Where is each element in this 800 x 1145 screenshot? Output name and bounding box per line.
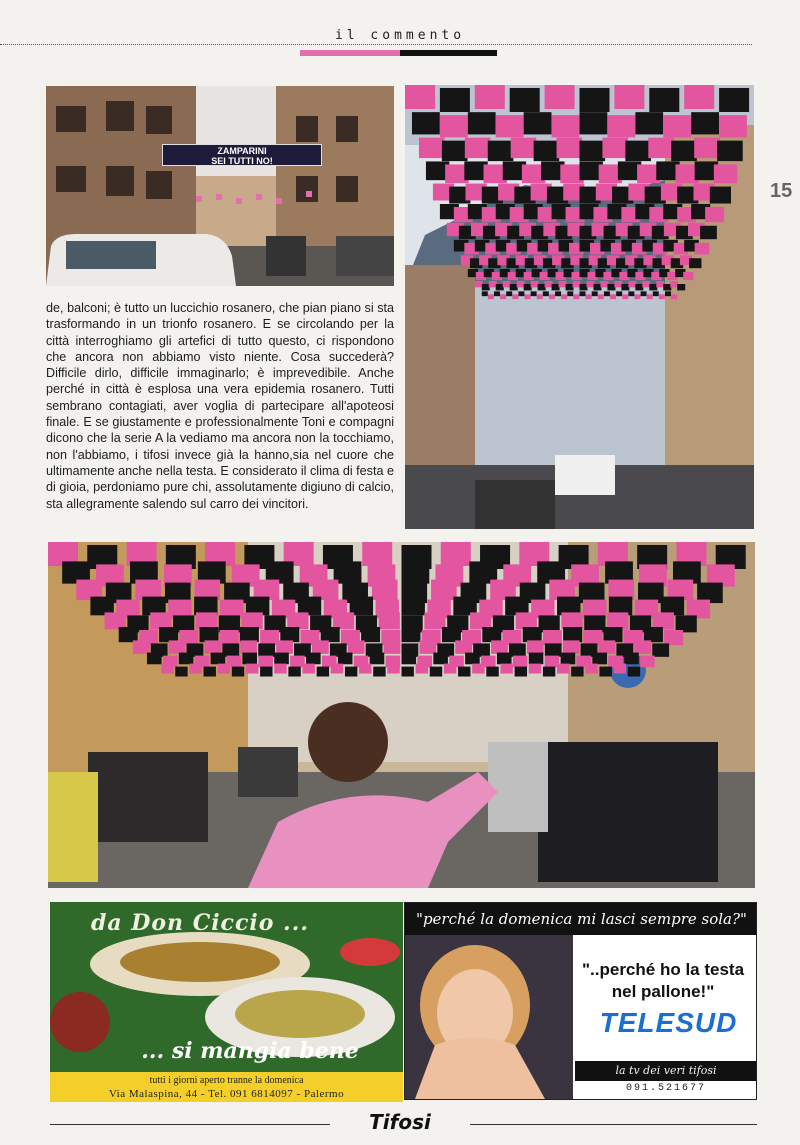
bunting-flag (433, 653, 448, 665)
bunting-flag (561, 612, 582, 629)
bunting-flag (161, 664, 173, 674)
bunting-flag (317, 667, 329, 677)
bunting-flag (599, 667, 611, 677)
bunting-flag (607, 115, 635, 137)
bunting-flag (370, 653, 385, 665)
bunting-flag (585, 664, 597, 674)
bunting-flag (694, 138, 720, 158)
bunting-flag (614, 281, 622, 287)
bunting-flag (571, 667, 583, 677)
bunting-flag (321, 627, 340, 642)
bunting-flag (616, 291, 622, 296)
bunting-flag (169, 640, 186, 653)
bunting-flag (677, 284, 685, 290)
bunting-flag (653, 291, 659, 296)
header-bar-pink (300, 50, 400, 56)
bunting-flag (424, 612, 445, 629)
bunting-flag (563, 627, 582, 642)
bunting-flag (539, 615, 560, 632)
bunting-flag (506, 291, 512, 296)
bunting-flag (419, 640, 436, 653)
bunting-flag (621, 284, 629, 290)
bunting-flag (503, 281, 511, 287)
bunting-flag (419, 138, 445, 158)
bunting-flag (518, 291, 524, 296)
bunting-flag (516, 612, 537, 629)
bunting-flag (640, 656, 655, 668)
bunting-flag (604, 291, 610, 296)
bunting-flag (580, 88, 610, 112)
bunting-flag (586, 281, 594, 287)
bunting-flag (402, 653, 417, 665)
footer-rule-left (50, 1124, 330, 1125)
bunting-flag (372, 580, 398, 600)
bunting-flag (488, 141, 514, 161)
ad-telesud-quote: "..perché ho la testa nel pallone!" (581, 960, 745, 1001)
bunting-flag (189, 664, 201, 674)
bunting-flag (584, 615, 605, 632)
bunting-flag (468, 112, 496, 134)
bunting-flag (566, 284, 574, 290)
bunting-flag (147, 653, 162, 665)
bunting-flag (497, 653, 512, 665)
bunting-flag (472, 664, 484, 674)
bunting-flag (545, 85, 575, 109)
bunting-flag (710, 187, 731, 204)
bunting-flag (573, 294, 579, 299)
bunting-flag (416, 664, 428, 674)
bunting-flag (649, 284, 657, 290)
bunting-flag (260, 667, 272, 677)
bunting-flag (656, 281, 664, 287)
bunting-flag (442, 141, 468, 161)
bunting-flag (496, 284, 504, 290)
bunting-flag (593, 284, 601, 290)
bunting-flag (614, 664, 626, 674)
bunting-flag (691, 112, 719, 134)
article-body: de, balconi; è tutto un luccichio rosanero, che pian piano si sta trasformando in un trionfo rosanero. E se circolando per la città interroghiamo gli artefici di tutto questo, ci rispondono che ancora non abbiamo visto niente. Cosa succederà? Difficile dirlo, difficile immaginarlo; è imprevedibile. Anche perché in città è esplosa una vera epidemia rosanero. Tutti sembrano contagiati, aver voglia di partecipare all'apoteosi finale. E se giustamente e professionalmente Toni e compagni dicono che la serie A la vediamo ma ancora non la tocchiamo, non l'abbiamo, i tifosi invece già la hanno,sia nel cuore che ultimamente anche nella testa. E considerato il clima di festa e di gioia, perdoniamo pure chi, assolutamente digiuno di calcio, sta allegramente salendo sul carro dei vincitori. (46, 301, 394, 511)
telesud-logo-sud: SUD (675, 1007, 738, 1038)
bunting-flag (442, 627, 461, 642)
photo-street-bunting-vertical (405, 85, 754, 529)
bunting-flag (664, 630, 683, 645)
bunting-flag (634, 640, 651, 653)
bunting-flag (635, 112, 663, 134)
bunting-flag (338, 653, 353, 665)
bunting-flag (470, 612, 491, 629)
bunting-flag (610, 294, 616, 299)
bunting-flag (684, 85, 714, 109)
bunting-flag (288, 667, 300, 677)
bunting-flag (242, 653, 257, 665)
footer-rule-right (470, 1124, 757, 1125)
bunting-flag (331, 664, 343, 674)
bunting-flag (119, 627, 138, 642)
bunting-flag (561, 653, 576, 665)
ad-restaurant-title: da Don Ciccio ... (90, 910, 310, 936)
bunting-flag (204, 667, 216, 677)
bunting-flag (482, 284, 490, 290)
bunting-flag (280, 627, 299, 642)
bunting-flag (303, 664, 315, 674)
bunting-flag (671, 141, 697, 161)
bunting-flag (525, 294, 531, 299)
bunting-flag (373, 667, 385, 677)
bunting-flag (276, 640, 293, 653)
bunting-flag (105, 612, 126, 629)
bunting-flag (402, 597, 425, 616)
bunting-flag (676, 615, 697, 632)
bunting-flag (444, 664, 456, 674)
bunting-flag (204, 640, 221, 653)
bunting-flag (387, 664, 399, 674)
bunting-flag (604, 627, 623, 642)
bunting-flag (705, 207, 724, 222)
ad-restaurant-slogan: ... si mangia bene (141, 1038, 359, 1064)
bunting-flag (538, 284, 546, 290)
bunting-flag (529, 664, 541, 674)
bunting-flag (441, 542, 471, 566)
bunting-flag (717, 141, 743, 161)
bunting-flag (512, 294, 518, 299)
bunting-flag (628, 667, 640, 677)
bunting-flag (642, 281, 650, 287)
bunting-flag (580, 141, 606, 161)
bunting-flag (240, 640, 257, 653)
section-title: il commento (334, 28, 466, 43)
bunting-flag (628, 281, 636, 287)
bunting-flag (663, 284, 671, 290)
bunting-flag (455, 640, 472, 653)
header-divider (0, 44, 752, 45)
bunting-flag (211, 653, 226, 665)
bunting-flag (412, 112, 440, 134)
bunting-flag (527, 640, 544, 653)
bunting-flag (361, 627, 380, 642)
ad-telesud-tagline: la tv dei veri tifosi (575, 1061, 757, 1081)
bunting-flag (625, 141, 651, 161)
bunting-flag (552, 115, 580, 137)
bunting-flag (647, 294, 653, 299)
bunting-flag (510, 284, 518, 290)
bunting-flag (649, 88, 679, 112)
bunting-flag (659, 294, 665, 299)
bunting-flag (402, 561, 430, 583)
bunting-flag (552, 284, 560, 290)
bunting-flag (465, 138, 491, 158)
bunting-flag (714, 164, 737, 183)
bunting-flag (580, 112, 608, 134)
bunting-flag (663, 115, 691, 137)
bunting-flag (511, 138, 537, 158)
bunting-flag (695, 243, 710, 255)
bunting-flag (689, 258, 701, 268)
bunting-flag (246, 664, 258, 674)
bunting-flag (592, 653, 607, 665)
bunting-flag (218, 664, 230, 674)
protest-banner: ZAMPARINI SEI TUTTI NO! (162, 144, 322, 166)
bunting-flag (648, 138, 674, 158)
bunting-flag (359, 664, 371, 674)
bunting-flag (600, 281, 608, 287)
bunting-flag (561, 294, 567, 299)
bunting-flag (510, 88, 540, 112)
bunting-flag (274, 653, 289, 665)
bunting-flag (200, 627, 219, 642)
bunting-flag (150, 612, 171, 629)
bunting-flag (653, 612, 674, 629)
bunting-flag (274, 664, 286, 674)
bunting-flag (196, 612, 217, 629)
bunting-flag (524, 112, 552, 134)
bunting-flag (559, 281, 567, 287)
bunting-flag (523, 627, 542, 642)
bunting-flag (586, 294, 592, 299)
bunting-flag (159, 627, 178, 642)
bunting-flag (563, 640, 580, 653)
bunting-flag (598, 294, 604, 299)
bunting-flag (440, 88, 470, 112)
bunting-flag (652, 643, 669, 656)
bunting-flag (635, 284, 643, 290)
bunting-flag (543, 667, 555, 677)
telesud-logo (581, 1007, 756, 1039)
bunting-flag (580, 291, 586, 296)
bunting-flag (543, 291, 549, 296)
bunting-flag (531, 291, 537, 296)
bunting-flag (537, 294, 543, 299)
bunting-flag (430, 667, 442, 677)
header-bar-black (400, 50, 497, 56)
bunting-flag (592, 291, 598, 296)
bunting-flag (545, 281, 553, 287)
magazine-logo: Tifosi (332, 1110, 468, 1134)
bunting-flag (258, 656, 273, 668)
bunting-flag (573, 281, 581, 287)
bunting-flag (624, 653, 639, 665)
bunting-flag (607, 612, 628, 629)
bunting-flag (634, 294, 640, 299)
bunting-flag (607, 284, 615, 290)
bunting-flag (242, 612, 263, 629)
bunting-flag (671, 294, 677, 299)
bunting-flag (545, 643, 562, 656)
bunting-flag (465, 653, 480, 665)
bunting-flag (517, 281, 525, 287)
bunting-flag (179, 653, 194, 665)
bunting-flag (384, 640, 401, 653)
bunting-flag (513, 656, 528, 668)
bunting-flag (670, 281, 678, 287)
photo-street-bunting-boy (48, 542, 755, 888)
ad-restaurant-hours: tutti i giorni aperto tranne la domenica (149, 1075, 304, 1086)
bunting-flag (531, 281, 539, 287)
ad-restaurant (50, 902, 403, 1100)
bunting-flag (220, 630, 239, 645)
ad-restaurant-address: Via Malaspina, 44 - Tel. 091 6814097 - Palermo (108, 1088, 345, 1100)
bunting-flag (405, 85, 435, 109)
bunting-flag (402, 667, 414, 677)
bunting-flag (431, 580, 457, 600)
bunting-flag (543, 630, 562, 645)
bunting-flag (515, 667, 527, 677)
bunting-flag (175, 667, 187, 677)
bunting-flag (482, 291, 488, 296)
bunting-flag (719, 115, 747, 137)
bunting-flag (488, 294, 494, 299)
bunting-flag (599, 640, 616, 653)
bunting-flag (287, 612, 308, 629)
woman-portrait-image (405, 935, 573, 1099)
bunting-flag (719, 88, 749, 112)
telesud-logo-tele: TELE (599, 1007, 676, 1038)
bunting-flag (458, 667, 470, 677)
ad-telesud-phone: 091.521677 (625, 1083, 706, 1094)
bunting-flag (258, 643, 275, 656)
bunting-flag (641, 291, 647, 296)
ad-telesud (404, 902, 757, 1100)
bunting-flag (628, 291, 634, 296)
bunting-flag (345, 667, 357, 677)
bunting-flag (524, 284, 532, 290)
bunting-flag (232, 667, 244, 677)
bunting-flag (700, 226, 717, 239)
photo-street-balconies (46, 86, 394, 286)
bunting-flag (133, 640, 150, 653)
bunting-flag (500, 294, 506, 299)
bunting-flag (475, 281, 483, 287)
bunting-flag (644, 627, 663, 642)
bunting-flag (614, 85, 644, 109)
bunting-flag (529, 653, 544, 665)
bunting-flag (219, 615, 240, 632)
bunting-flag (534, 141, 560, 161)
bunting-flag (496, 115, 524, 137)
bunting-flag (557, 138, 583, 158)
bunting-flag (475, 85, 505, 109)
page-number: 15 (770, 180, 793, 202)
bunting-flag (482, 627, 501, 642)
bunting-flag (440, 115, 468, 137)
bunting-flag (240, 627, 259, 642)
ad-restaurant-footer (50, 1072, 403, 1102)
bunting-flag (567, 291, 573, 296)
bunting-flag (683, 272, 693, 280)
bunting-flag (486, 667, 498, 677)
bunting-flag (333, 612, 354, 629)
bunting-flag (602, 138, 628, 158)
bunting-flag (362, 542, 392, 566)
bunting-flag (555, 291, 561, 296)
bunting-flag (402, 627, 421, 642)
bunting-flag (379, 612, 400, 629)
bunting-flag (580, 284, 588, 290)
bunting-flag (489, 281, 497, 287)
bunting-flag (494, 291, 500, 296)
bunting-flag (312, 640, 329, 653)
bunting-flag (557, 664, 569, 674)
bunting-flag (665, 291, 671, 296)
bunting-flag (500, 664, 512, 674)
ad-telesud-headline: "perché la domenica mi lasci sempre sola?" (405, 903, 757, 935)
bunting-flag (549, 294, 555, 299)
bunting-flag (491, 640, 508, 653)
bunting-flag (306, 653, 321, 665)
bunting-flag (622, 294, 628, 299)
bunting-flag (348, 640, 365, 653)
